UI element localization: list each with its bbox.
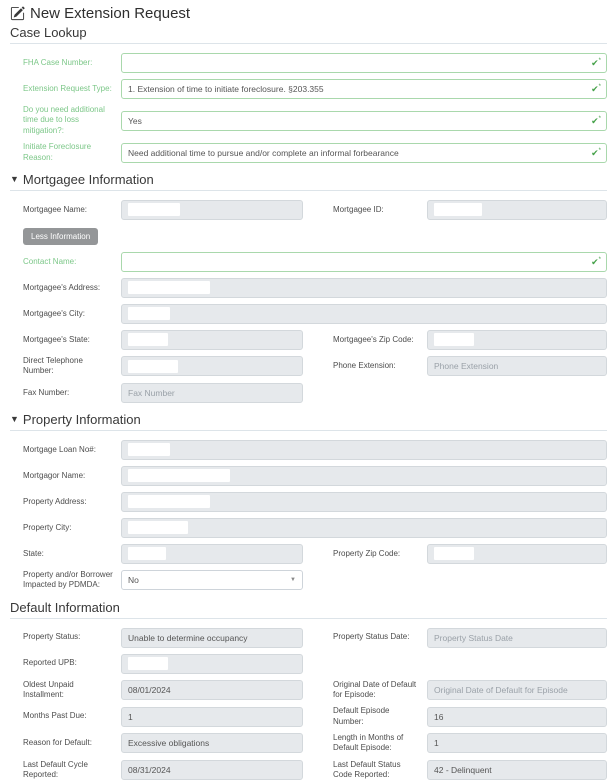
caret-down-icon: ▼ <box>290 577 296 584</box>
reported-upb-label: Reported UPB: <box>23 658 77 668</box>
field-row-extension-request-type <box>23 79 607 99</box>
section-property-title: Property Information <box>22 411 141 427</box>
caret-down-icon: ▼ <box>10 413 19 424</box>
section-case-lookup <box>10 25 607 44</box>
field-row-fha-case-number <box>23 53 607 73</box>
episode-length-label: Length in Months of Default Episode: <box>333 733 404 753</box>
field-row-months-past-due <box>23 706 607 727</box>
extension-request-type-input[interactable]: 1. Extension of time to initiate foreclosure. §203.355 ✔* <box>121 79 607 99</box>
field-row-mortgagor-name <box>23 466 607 486</box>
property-address-input <box>121 492 607 512</box>
mortgagee-address-label: Mortgagee's Address: <box>23 282 101 292</box>
mortgagor-name-label: Mortgagor Name: <box>23 470 86 480</box>
loss-mitigation-input[interactable]: Yes ✔* <box>121 111 607 131</box>
property-status-date-label: Property Status Date: <box>333 632 410 642</box>
fax-number-label: Fax Number: <box>23 387 70 397</box>
check-asterisk-icon: ✔* <box>591 84 601 94</box>
reason-for-default-label: Reason for Default: <box>23 738 92 748</box>
contact-name-input[interactable] <box>121 252 607 272</box>
phone-extension-input: Phone Extension <box>427 356 607 376</box>
property-status-input: Unable to determine occupancy <box>121 628 303 648</box>
direct-telephone-input <box>121 356 303 376</box>
field-row-property-city <box>23 518 607 538</box>
pdmda-select[interactable]: No ▼ <box>121 570 303 590</box>
initiate-foreclosure-reason-input[interactable]: Need additional time to pursue and/or complete an informal forbearance ✔* <box>121 143 607 163</box>
reported-upb-input <box>121 654 303 674</box>
less-information-button[interactable]: Less Information <box>23 228 98 245</box>
check-asterisk-icon: ✔* <box>591 115 601 126</box>
section-mortgagee-title: Mortgagee Information <box>22 171 154 187</box>
mortgagee-state-label: Mortgagee's State: <box>23 334 90 344</box>
last-default-cycle-input: 08/31/2024 <box>121 760 303 780</box>
field-row-state-zip <box>23 544 607 564</box>
page-title-text: New Extension Request <box>30 5 191 22</box>
section-property-information[interactable] <box>10 412 607 431</box>
mortgage-loan-no-input <box>121 440 607 460</box>
field-row-reported-upb <box>23 654 607 674</box>
field-row-mortgage-loan-no <box>23 440 607 460</box>
default-episode-number-label: Default Episode Number: <box>333 706 390 726</box>
section-default-information <box>10 600 607 619</box>
field-row-fax <box>23 383 607 403</box>
oldest-unpaid-label: Oldest Unpaid Installment: <box>23 679 74 699</box>
months-past-due-input: 1 <box>121 707 303 727</box>
fha-case-number-label: FHA Case Number: <box>23 57 93 67</box>
mortgagor-name-input <box>121 466 607 486</box>
caret-down-icon: ▼ <box>10 173 19 184</box>
oldest-unpaid-input: 08/01/2024 <box>121 680 303 700</box>
last-default-status-label: Last Default Status Code Reported: <box>333 759 401 780</box>
initiate-foreclosure-reason-label: Initiate Foreclosure Reason: <box>23 142 92 162</box>
field-row-phone <box>23 356 607 377</box>
orig-default-date-label: Original Date of Default for Episode: <box>333 679 417 699</box>
extension-request-type-label: Extension Request Type: <box>23 83 112 93</box>
mortgagee-state-input <box>121 330 303 350</box>
last-default-cycle-label: Last Default Cycle Reported: <box>23 759 88 780</box>
mortgagee-city-label: Mortgagee's City: <box>23 308 85 318</box>
pencil-square-icon <box>10 6 25 21</box>
direct-telephone-label: Direct Telephone Number: <box>23 355 83 376</box>
property-city-input <box>121 518 607 538</box>
fha-case-number-input[interactable] <box>121 53 607 73</box>
mortgagee-name-label: Mortgagee Name: <box>23 204 88 214</box>
field-row-property-status <box>23 628 607 648</box>
check-asterisk-icon: ✔* <box>591 256 601 267</box>
field-row-mortgagee-address <box>23 278 607 298</box>
mortgagee-city-input <box>121 304 607 324</box>
fax-number-input: Fax Number <box>121 383 303 403</box>
check-asterisk-icon: ✔* <box>591 147 601 158</box>
field-row-last-default-cycle <box>23 760 607 781</box>
episode-length-input: 1 <box>427 733 607 753</box>
property-status-label: Property Status: <box>23 632 81 642</box>
section-default-title: Default Information <box>10 599 120 615</box>
property-city-label: Property City: <box>23 522 72 532</box>
field-row-mortgagee-city <box>23 304 607 324</box>
field-row-mortgagee-name-id <box>23 200 607 220</box>
contact-name-label: Contact Name: <box>23 256 77 266</box>
mortgagee-name-input <box>121 200 303 220</box>
property-zip-label: Property Zip Code: <box>333 548 401 558</box>
state-input <box>121 544 303 564</box>
mortgagee-zip-label: Mortgagee's Zip Code: <box>333 334 414 344</box>
mortgagee-id-label: Mortgagee ID: <box>333 204 384 214</box>
pdmda-label: Property and/or Borrower Impacted by PDMDA: <box>23 569 113 590</box>
default-episode-number-input: 16 <box>427 707 607 727</box>
field-row-loss-mitigation <box>23 105 607 136</box>
field-row-property-address <box>23 492 607 512</box>
field-row-initiate-foreclosure-reason <box>23 142 607 163</box>
section-mortgagee-information[interactable] <box>10 172 607 191</box>
mortgagee-address-input <box>121 278 607 298</box>
property-address-label: Property Address: <box>23 496 87 506</box>
loss-mitigation-label: Do you need additional time due to loss mitigation?: <box>23 105 105 135</box>
check-asterisk-icon: ✔* <box>591 58 601 68</box>
mortgagee-id-input <box>427 200 607 220</box>
section-case-lookup-title: Case Lookup <box>10 25 87 40</box>
mortgage-loan-no-label: Mortgage Loan No#: <box>23 444 96 454</box>
property-status-date-input: Property Status Date <box>427 628 607 648</box>
months-past-due-label: Months Past Due: <box>23 711 87 721</box>
mortgagee-zip-input <box>427 330 607 350</box>
field-row-mortgagee-state-zip <box>23 330 607 350</box>
field-row-oldest-unpaid <box>23 680 607 701</box>
field-row-contact-name <box>23 252 607 272</box>
reason-for-default-input: Excessive obligations <box>121 733 303 753</box>
phone-extension-label: Phone Extension: <box>333 361 396 371</box>
state-label: State: <box>23 548 44 558</box>
last-default-status-input: 42 - Delinquent <box>427 760 607 780</box>
orig-default-date-input: Original Date of Default for Episode <box>427 680 607 700</box>
property-zip-input <box>427 544 607 564</box>
page-title <box>10 5 607 22</box>
field-row-reason-for-default <box>23 733 607 754</box>
field-row-pdmda <box>23 570 607 591</box>
